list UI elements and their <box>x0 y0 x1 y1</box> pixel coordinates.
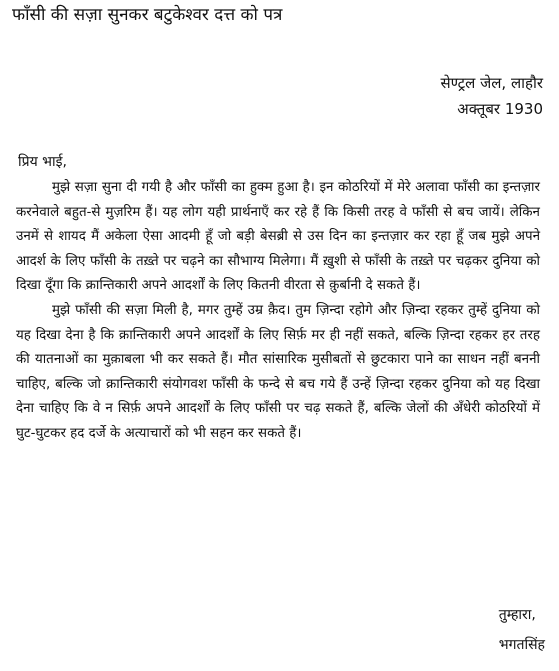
paragraph-1: मुझे सज़ा सुना दी गयी है और फाँसी का हुक्म हुआ है। इन कोठरियों में मेरे अलावा फाँसी का इन्तज़ार करनेवाले बहुत-से मुज़रिम हैं। यह लोग यही प्रार्थनाएँ कर रहे हैं कि किसी तरह वे फाँसी से बच जायें। लेकिन उनमें से शायद मैं अकेला ऐसा आदमी हूँ जो बड़ी बेसब्री से उस दिन का इन्तज़ार कर रहा हूँ जब मुझे अपने आदर्श के लिए फाँसी के तख़्ते पर चढ़ने का सौभाग्य मिलेगा। मैं ख़ुशी से फाँसी के तख़्ते पर चढ़कर दुनिया को दिखा दूँगा कि क्रान्तिकारी अपने आदर्शों के लिए कितनी वीरता से क़ुर्बानी दे सकते हैं। <box>16 180 540 294</box>
address-location: सेण्ट्रल जेल, लाहौर <box>440 74 543 92</box>
sender-address <box>441 70 543 122</box>
salutation: प्रिय भाई, <box>18 154 67 170</box>
letter-body <box>16 176 540 447</box>
closing-phrase: तुम्हारा, <box>498 607 536 623</box>
letter-closing <box>499 600 545 660</box>
signature-name: भगतसिंह <box>498 637 545 653</box>
paragraph-2: मुझे फाँसी की सज़ा मिली है, मगर तुम्हें उम्र क़ैद। तुम ज़िन्दा रहोगे और ज़िन्दा रहकर तुम्हें दुनिया को यह दिखा देना है कि क्रान्तिकारी अपने आदर्शों के लिए सिर्फ़ मर ही नहीं सकते, बल्कि ज़िन्दा रहकर हर तरह की यातनाओं का मुक़ाबला भी कर सकते हैं। मौत सांसारिक मुसीबतों से छुटकारा पाने का साधन नहीं बननी चाहिए, बल्कि जो क्रान्तिकारी संयोगवश फाँसी के फन्दे से बच गये हैं उन्हें ज़िन्दा रहकर दुनिया को यह दिखा देना चाहिए कि वे न सिर्फ़ अपने आदर्शों के लिए फाँसी पर चढ़ सकते हैं, बल्कि जेलों की अँधेरी कोठरियों में घुट-घुटकर हद दर्जे के अत्याचारों को भी सहन कर सकते हैं। <box>16 302 540 441</box>
address-date: अक्तूबर 1930 <box>457 100 543 118</box>
letter-title: फाँसी की सज़ा सुनकर बटुकेश्वर दत्त को पत्र <box>12 5 283 25</box>
